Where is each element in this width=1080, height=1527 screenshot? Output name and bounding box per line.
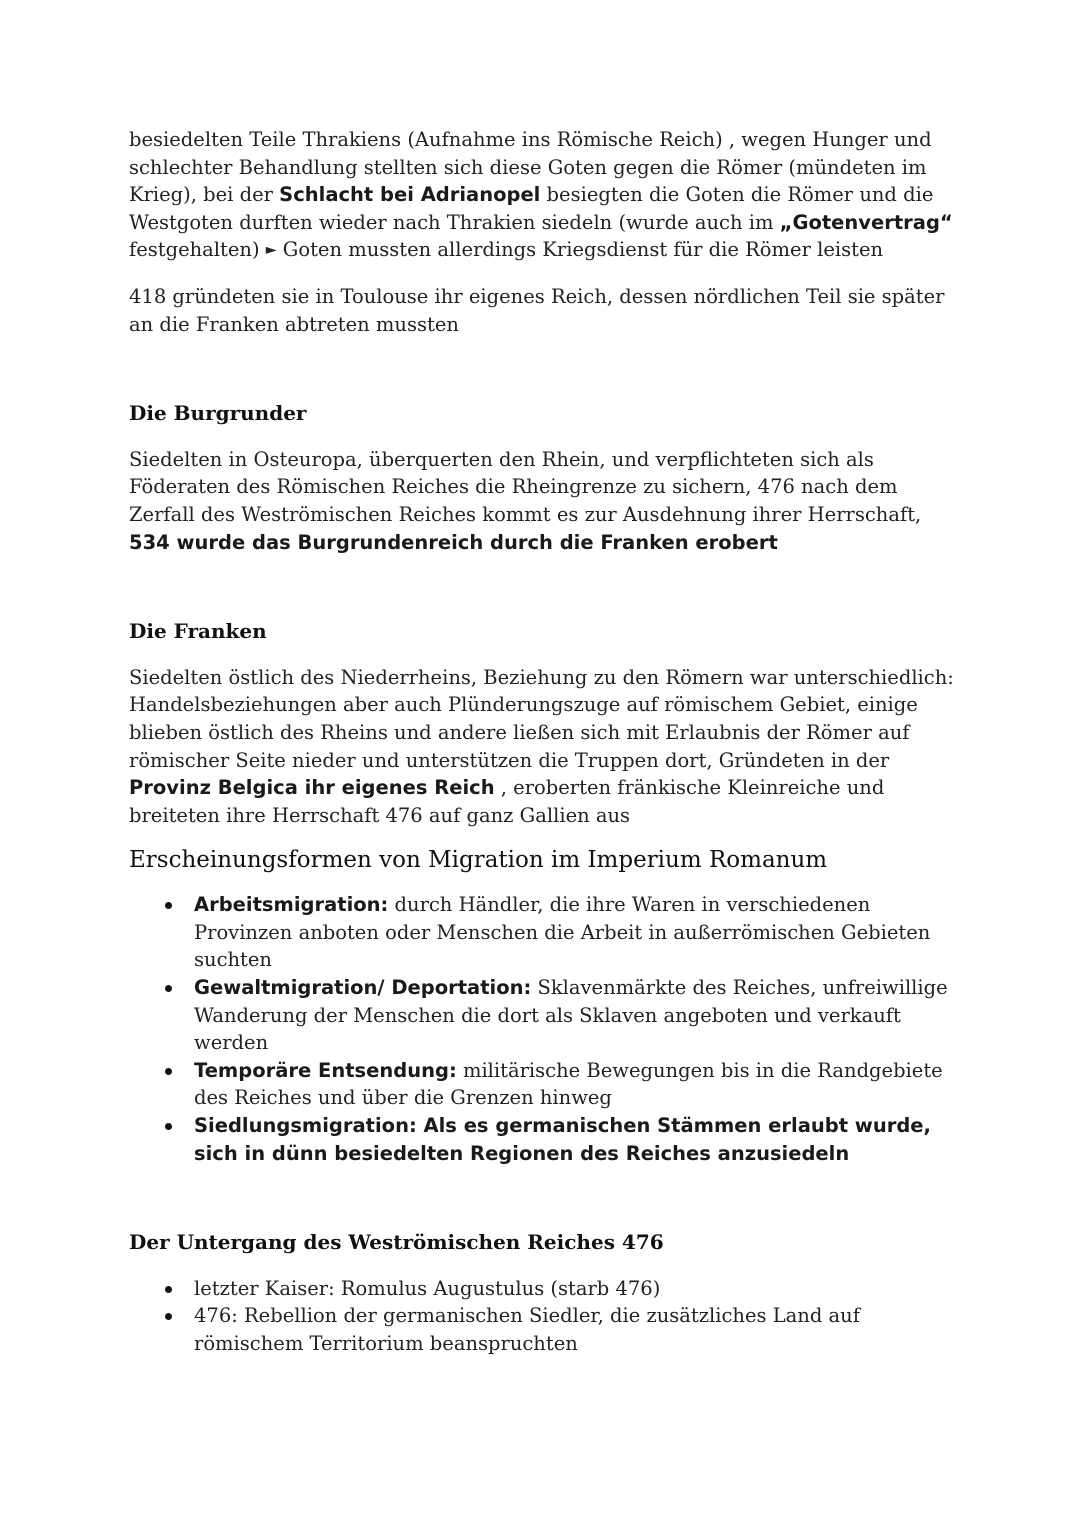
- goten-text-3: festgehalten): [129, 238, 266, 262]
- list-item: [129, 1112, 959, 1167]
- franken-paragraph: [129, 664, 959, 830]
- franken-bold: Provinz Belgica ihr eigenes Reich: [129, 776, 495, 800]
- goten-bold-adrianopel: Schlacht bei Adrianopel: [279, 183, 541, 207]
- untergang-list: [129, 1275, 959, 1358]
- migration-term: Siedlungsmigration: Als es germanischen Stämmen erlaubt wurde, sich in dünn besiedelten Regionen des Reiches anzusiedeln: [194, 1114, 931, 1165]
- goten-toulouse-paragraph: 418 gründeten sie in Toulouse ihr eigenes Reich, dessen nördlichen Teil sie später an die Franken abtreten mussten: [129, 284, 945, 336]
- goten-text-2: besiegten die Goten die Römer und die Westgoten durften wieder nach Thrakien siedeln (wurde auch im: [129, 183, 934, 234]
- goten-text-4: Goten mussten allerdings Kriegsdienst für die Römer leisten: [276, 238, 884, 262]
- list-item: [129, 974, 959, 1057]
- list-item: 476: Rebellion der germanischen Siedler, die zusätzliches Land auf römischem Territorium beanspruchten: [129, 1302, 959, 1357]
- list-item: [129, 1057, 959, 1112]
- migration-term: Gewaltmigration/ Deportation:: [194, 976, 532, 1000]
- migration-term: Arbeitsmigration:: [194, 893, 389, 917]
- goten-paragraph: [129, 126, 959, 265]
- document-page: [129, 126, 959, 1358]
- list-item: letzter Kaiser: Romulus Augustulus (starb 476): [129, 1275, 959, 1303]
- migration-text: durch Händler, die ihre Waren in verschiedenen Provinzen anboten oder Menschen die Arbeit in außerrömischen Gebieten suchten: [194, 893, 931, 972]
- burgrunder-paragraph: [129, 446, 959, 556]
- migration-heading: Erscheinungsformen von Migration im Imperium Romanum: [129, 847, 828, 874]
- franken-text-1: Siedelten östlich des Niederrheins, Beziehung zu den Römern war unterschiedlich: Handelsbeziehungen aber auch Plünderungszuge auf römischem Gebiet, einige blieben östlich des Rheins und andere ließen sich mit Erlaubnis der Römer auf römischer Seite nieder und unterstützen die Truppen dort, Gründeten in der: [129, 665, 954, 772]
- migration-text: Sklavenmärkte des Reiches, unfreiwillige Wanderung der Menschen die dort als Sklaven angeboten und verkauft werden: [194, 976, 948, 1055]
- burgrunder-bold: 534 wurde das Burgrundenreich durch die Franken erobert: [129, 530, 778, 554]
- migration-term: Temporäre Entsendung:: [194, 1058, 457, 1082]
- untergang-heading: Der Untergang des Weströmischen Reiches 476: [129, 1230, 664, 1255]
- franken-heading: Die Franken: [129, 619, 267, 644]
- franken-text-2: , eroberten fränkische Kleinreiche und breiteten ihre Herrschaft 476 auf ganz Gallien aus: [129, 776, 885, 827]
- arrow-right-icon: ►: [265, 242, 277, 259]
- migration-list: [129, 891, 959, 1167]
- goten-text-1: besiedelten Teile Thrakiens (Aufnahme ins Römische Reich) , wegen Hunger und schlechter Behandlung stellten sich diese Goten gegen die Römer (mündeten im Krieg), bei der: [129, 128, 932, 207]
- burgrunder-text: Siedelten in Osteuropa, überquerten den Rhein, und verpflichteten sich als Föderaten des Römischen Reiches die Rheingrenze zu sichern, 476 nach dem Zerfall des Weströmischen Reiches kommt es zur Ausdehnung ihrer Herrschaft,: [129, 447, 922, 526]
- burgrunder-heading: Die Burgrunder: [129, 401, 307, 426]
- migration-text: militärische Bewegungen bis in die Randgebiete des Reiches und über die Grenzen hinweg: [194, 1058, 943, 1110]
- goten-bold-gotenvertrag: „Gotenvertrag“: [779, 210, 953, 234]
- list-item: [129, 891, 959, 974]
